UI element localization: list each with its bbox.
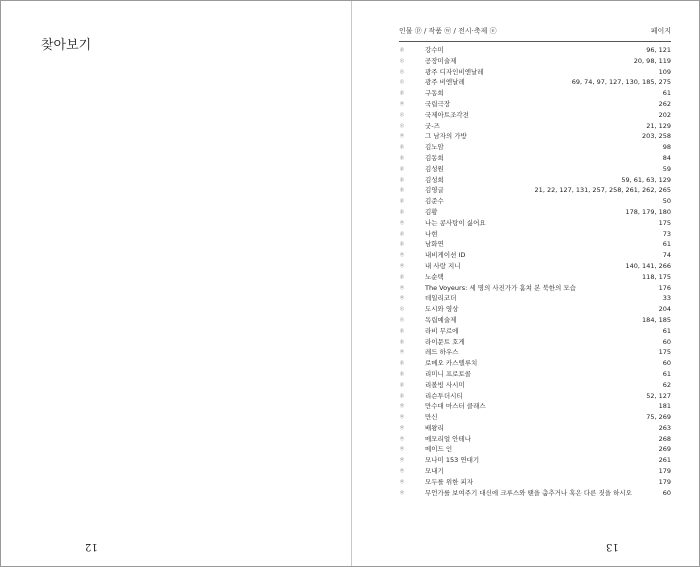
entry-name: 광주 비엔날레: [425, 78, 465, 87]
index-entry: [399, 110, 671, 121]
category-badge: ⓦ: [400, 414, 404, 420]
entry-name: 그 남자의 가방: [425, 132, 467, 141]
category-badge: ⓟ: [400, 154, 404, 160]
entry-pages: 61: [662, 89, 671, 98]
entry-name: 국제아트조각전: [425, 110, 469, 119]
entry-pages: 52, 127: [646, 391, 671, 400]
pages-column-label: 페이지: [650, 27, 671, 35]
entry-name: 남화연: [425, 240, 444, 249]
category-badge: ⓔ: [400, 316, 404, 322]
entry-name: 모내기: [425, 467, 444, 476]
entry-name: 김준수: [425, 197, 444, 206]
index-entry: [399, 444, 671, 455]
category-badge: ⓟ: [400, 47, 404, 52]
index-entry: [399, 56, 671, 67]
entry-pages: 202: [658, 110, 671, 119]
index-entry: [399, 207, 671, 218]
entry-pages: 59, 61, 63, 129: [621, 175, 671, 184]
right-page-number: 13: [606, 541, 619, 552]
index-entry: [399, 423, 671, 434]
index-entry: [399, 326, 671, 337]
index-header: [399, 26, 671, 40]
index-entry: [399, 45, 671, 56]
entry-name: 무언가를 보여주기 대신에 크루스와 땐을 춤추거나 혹은 다른 짓을 하시오: [425, 488, 632, 497]
entry-name: 내 사랑 지니: [425, 261, 461, 270]
entry-name: 로메오 카스텔루치: [425, 359, 478, 368]
entry-pages: 203, 258: [642, 132, 671, 141]
entry-pages: 262: [658, 99, 671, 108]
category-badge: ⓟ: [400, 176, 404, 182]
category-badge: ⓟ: [400, 327, 404, 333]
index-entry: [399, 337, 671, 348]
category-badge: ⓔ: [400, 68, 404, 74]
category-legend: 인물 ⓟ / 작품 ⓦ / 전시·축제 ⓔ: [399, 27, 497, 35]
category-badge: ⓦ: [400, 424, 404, 430]
category-badge: ⓟ: [400, 338, 404, 344]
index-entry: [399, 239, 671, 250]
category-badge: ⓦ: [400, 468, 404, 474]
index-entry: [399, 477, 671, 488]
entry-pages: 73: [662, 229, 671, 238]
entry-pages: 61: [662, 369, 671, 378]
category-badge: ⓦ: [400, 478, 404, 484]
category-badge: ⓟ: [400, 392, 404, 398]
header-rule: [399, 41, 671, 42]
entry-pages: 75, 269: [646, 413, 671, 422]
index-entry: [399, 488, 671, 499]
category-badge: ⓦ: [400, 219, 404, 225]
index-entry: [399, 88, 671, 99]
entry-name: 배왕리: [425, 423, 444, 432]
entry-pages: 268: [658, 434, 671, 443]
entry-pages: 175: [658, 218, 671, 227]
entry-name: 리볼빙 사시미: [425, 380, 465, 389]
index-entry: [399, 250, 671, 261]
category-badge: ⓟ: [400, 187, 404, 193]
entry-pages: 60: [662, 359, 671, 368]
index-entry: [399, 455, 671, 466]
left-page-number: 12: [85, 541, 98, 552]
index-entry-list: [399, 45, 671, 498]
entry-pages: 175: [658, 348, 671, 357]
index-entry: [399, 434, 671, 445]
entry-pages: 179: [658, 467, 671, 476]
entry-pages: 60: [662, 337, 671, 346]
entry-name: 도시와 영상: [425, 305, 459, 314]
index-entry: [399, 304, 671, 315]
entry-name: 만신: [425, 413, 438, 422]
entry-name: 모나미 153 연대기: [425, 456, 480, 465]
index-entry: [399, 164, 671, 175]
category-badge: ⓔ: [400, 122, 404, 128]
entry-name: 김성희: [425, 175, 444, 184]
index-entry: [399, 67, 671, 78]
category-badge: ⓟ: [400, 241, 404, 247]
index-entry: [399, 358, 671, 369]
entry-pages: 263: [658, 423, 671, 432]
index-entry: [399, 369, 671, 380]
entry-name: 구동희: [425, 89, 444, 98]
entry-pages: 21, 129: [646, 121, 671, 130]
index-entry: [399, 347, 671, 358]
category-badge: ⓟ: [400, 360, 404, 366]
category-badge: ⓟ: [400, 370, 404, 376]
category-badge: ⓟ: [400, 144, 404, 150]
entry-pages: 109: [658, 67, 671, 76]
entry-name: 노순택: [425, 272, 444, 281]
entry-pages: 62: [662, 380, 671, 389]
category-badge: ⓟ: [400, 90, 404, 96]
category-badge: ⓟ: [400, 381, 404, 387]
entry-name: The Voyeurs: 세 명의 사진가가 훔쳐 본 북한의 모습: [425, 283, 576, 292]
entry-pages: 20, 98, 119: [633, 56, 671, 65]
category-badge: ⓟ: [400, 273, 404, 279]
entry-pages: 96, 121: [646, 46, 671, 54]
category-badge: ⓔ: [400, 306, 404, 312]
entry-pages: 269: [658, 445, 671, 454]
category-badge: ⓦ: [400, 349, 404, 355]
index-entry: [399, 142, 671, 153]
index-entry: [399, 131, 671, 142]
category-badge: ⓦ: [400, 262, 404, 268]
index-entry: [399, 218, 671, 229]
entry-name: 레드 하우스: [425, 348, 459, 357]
entry-pages: 50: [662, 197, 671, 206]
entry-name: 굿-즈: [425, 121, 440, 130]
entry-pages: 69, 74, 97, 127, 130, 185, 275: [571, 78, 671, 87]
index-entry: [399, 229, 671, 240]
entry-pages: 61: [662, 240, 671, 249]
entry-pages: 98: [662, 143, 671, 152]
category-badge: ⓔ: [400, 57, 404, 63]
entry-name: 광주 디자인비엔날레: [425, 67, 484, 76]
index-entry: [399, 272, 671, 283]
category-badge: ⓦ: [400, 403, 404, 409]
index-entry: [399, 391, 671, 402]
entry-name: 독립예술제: [425, 315, 457, 324]
index-entry: [399, 77, 671, 88]
index-title: 찾아보기: [41, 38, 92, 53]
category-badge: ⓔ: [400, 111, 404, 117]
entry-pages: 60: [662, 488, 671, 497]
entry-pages: 178, 179, 180: [625, 207, 671, 216]
entry-pages: 204: [658, 305, 671, 314]
entry-name: 리미니 프로토콜: [425, 369, 472, 378]
index-entry: [399, 401, 671, 412]
index-entry: [399, 121, 671, 132]
entry-name: 만수대 마스터 클래스: [425, 402, 486, 411]
entry-pages: 59: [662, 164, 671, 173]
index-entry: [399, 380, 671, 391]
entry-name: 내비게이션 ID: [425, 251, 466, 260]
category-badge: ⓟ: [400, 198, 404, 204]
entry-name: 메이드 인: [425, 445, 453, 454]
entry-pages: 21, 22, 127, 131, 257, 258, 261, 262, 265: [534, 186, 671, 195]
index-entry: [399, 261, 671, 272]
entry-name: 국립극장: [425, 99, 451, 108]
category-badge: ⓔ: [400, 79, 404, 85]
category-badge: ⓟ: [400, 208, 404, 214]
entry-name: 김황: [425, 207, 438, 216]
category-badge: ⓦ: [400, 133, 404, 139]
index-entry: [399, 153, 671, 164]
entry-pages: 176: [658, 283, 671, 292]
category-badge: ⓟ: [400, 165, 404, 171]
entry-name: 모두를 위한 피자: [425, 477, 474, 486]
entry-pages: 181: [658, 402, 671, 411]
entry-name: 김노암: [425, 143, 444, 152]
entry-name: 김영글: [425, 186, 444, 195]
index-entry: [399, 185, 671, 196]
category-badge: ⓦ: [400, 446, 404, 452]
entry-pages: 74: [662, 251, 671, 260]
entry-name: 리슨투더시티: [425, 391, 463, 400]
entry-name: 데일리코더: [425, 294, 457, 303]
index-entry: [399, 175, 671, 186]
entry-pages: 118, 175: [642, 272, 671, 281]
category-badge: ⓦ: [400, 435, 404, 441]
page-gutter: [351, 1, 352, 566]
category-badge: ⓦ: [400, 295, 404, 301]
index-entry: [399, 293, 671, 304]
entry-pages: 179: [658, 477, 671, 486]
entry-name: 메모리얼 안테나: [425, 434, 472, 443]
entry-name: 라이문트 호게: [425, 337, 465, 346]
entry-pages: 261: [658, 456, 671, 465]
category-badge: ⓦ: [400, 284, 404, 290]
entry-name: 라비 무르에: [425, 326, 459, 335]
index-entry: [399, 466, 671, 477]
category-badge: ⓦ: [400, 252, 404, 258]
entry-name: 나현: [425, 229, 438, 238]
index-entry: [399, 315, 671, 326]
category-badge: ⓦ: [400, 489, 404, 495]
entry-name: 김성원: [425, 164, 444, 173]
index-entry: [399, 196, 671, 207]
index-entry: [399, 283, 671, 294]
entry-name: 김동희: [425, 153, 444, 162]
index-entry: [399, 99, 671, 110]
entry-pages: 184, 185: [642, 315, 671, 324]
entry-name: 강수미: [425, 46, 444, 54]
category-badge: ⓦ: [400, 100, 404, 106]
category-badge: ⓟ: [400, 230, 404, 236]
entry-name: 공장미술제: [425, 56, 457, 65]
category-badge: ⓦ: [400, 457, 404, 463]
entry-pages: 33: [662, 294, 671, 303]
entry-name: 나는 콩사탕이 싫어요: [425, 218, 486, 227]
entry-pages: 84: [662, 153, 671, 162]
entry-pages: 61: [662, 326, 671, 335]
index-entry: [399, 412, 671, 423]
entry-pages: 140, 141, 266: [625, 261, 671, 270]
